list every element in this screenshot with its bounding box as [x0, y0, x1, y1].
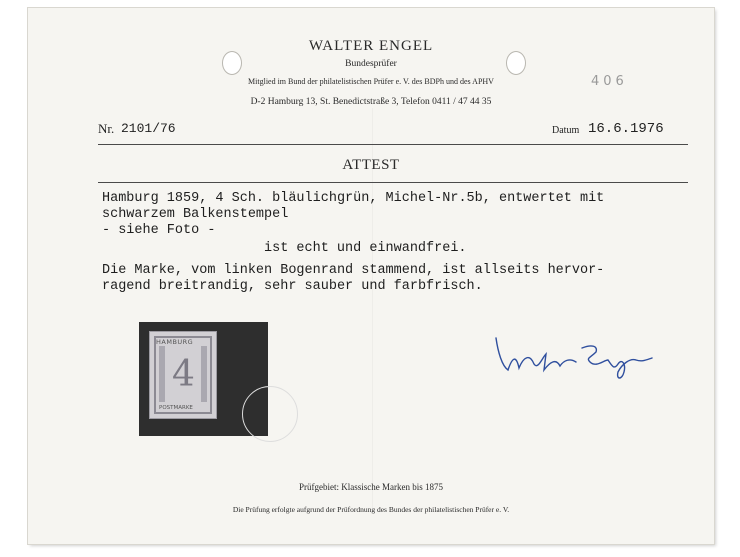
body-line-1: Hamburg 1859, 4 Sch. bläulichgrün, Michel-Nr.5b, entwertet mit [102, 191, 605, 206]
stamp-top-text: HAMBURG [156, 338, 194, 346]
divider-top [98, 144, 688, 145]
certificate-paper [28, 8, 714, 544]
stamp-tower-left [159, 346, 165, 402]
certificate-title: ATTEST [342, 157, 400, 173]
body-line-2: schwarzem Balkenstempel [102, 207, 289, 222]
embossed-seal [242, 386, 298, 442]
divider-title [98, 182, 688, 183]
stamp-image [149, 331, 217, 419]
footer-rules: Die Prüfung erfolgte aufgrund der Prüfordnung des Bundes der philatelistischen Prüfer e. V. [232, 505, 510, 514]
body-line-5: Die Marke, vom linken Bogenrand stammend, ist allseits hervor- [102, 263, 605, 278]
date-label: Datum [552, 125, 580, 136]
body-line-6: ragend breitrandig, sehr sauber und farbfrisch. [102, 279, 483, 294]
issuer-subtitle: Bundesprüfer [345, 59, 397, 69]
pencil-note: 406 [591, 74, 628, 89]
body-line-4: ist echt und einwandfrei. [264, 241, 467, 256]
body-line-3: - siehe Foto - [102, 223, 216, 238]
reference-label: Nr. [98, 121, 115, 136]
address-line: D-2 Hamburg 13, St. Benedictstraße 3, Telefon 0411 / 47 44 35 [250, 97, 492, 107]
stamp-value: 4 [172, 354, 195, 395]
issuer-name: WALTER ENGEL [308, 38, 434, 54]
membership-line: Mitglied im Bund der philatelistischen Prüfer e. V. des BDPh und des APHV [248, 77, 494, 86]
signature [486, 318, 656, 388]
stamp-tower-right [201, 346, 207, 402]
stamp-bottom-text: POSTMARKE [159, 405, 193, 411]
date-value: 16.6.1976 [588, 121, 664, 137]
reference-number: 2101/76 [121, 121, 176, 136]
footer-scope: Prüfgebiet: Klassische Marken bis 1875 [299, 482, 443, 492]
